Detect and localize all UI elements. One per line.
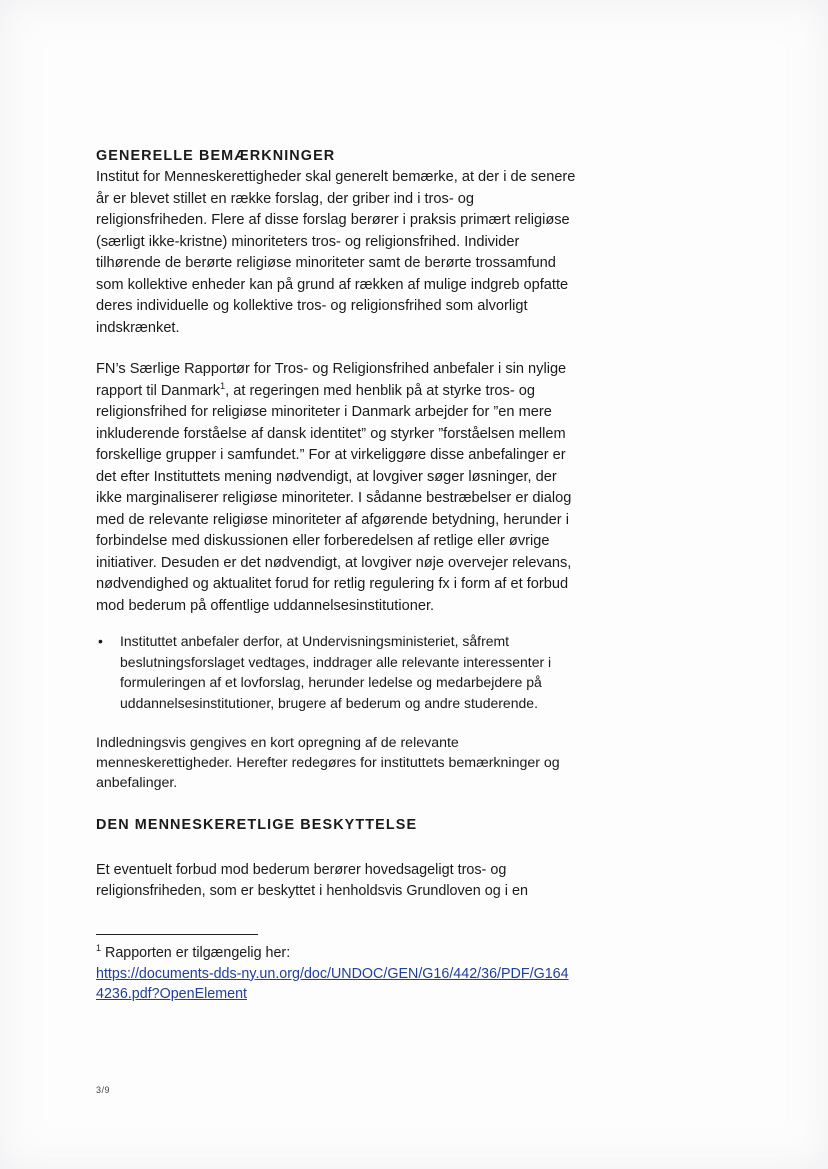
paragraph-text: FN’s Særlige Rapportør for Tros- og Religionsfrihed anbefaler i sin nylige rapport til Danmark [96,361,567,399]
list-item-text: Instituttet anbefaler derfor, at Undervisningsministeriet, såfremt beslutningsforslaget vedtages, inddrager alle relevante interessenter i formuleringen af et lovforslag, herunder ledelse og medarbejdere på uddannelsesinstitutioner, brugere af bederum og andre studerende. [120,633,552,711]
paragraph: Et eventuelt forbud mod bederum berører hovedsageligt tros- og religionsfriheden, som er beskyttet i henholdsvis Grundloven og i en [96,862,528,899]
paragraph-text: , at regeringen med henblik på at styrke tros- og religionsfrihed for religiøse minoriteter i Danmark arbejder for ”en mere inkluderende forståelse af dansk identitet” og styrker ”forståelsen mellem forskellige grupper i samfundet.” For at virkeliggøre disse anbefalinger er det efter Instituttets mening nødvendigt, at lovgiver søger løsninger, der ikke marginaliserer religiøse minoriteter. I sådanne bestræbelser er dialog med de relevante religiøse minoriteter af afgørende betydning, herunder i forbindelse med diskussionen eller forberedelsen af retlige eller øvrige initiativer. Desuden er det nødvendigt, at lovgiver nøje overvejer relevans, nødvendighed og aktualitet forud for retlig regulering fx i form af et forbud mod bederum på offentlige uddannelsesinstitutioner. [96,382,572,614]
recommendation-list [96,631,576,713]
footnote-number: 1 [96,943,102,954]
paragraph-with-footnote-ref [96,359,576,617]
footnote-ref[interactable]: 1 [220,380,226,391]
footnote [96,943,576,1005]
list-item [96,631,576,713]
paragraph: Indledningsvis gengives en kort opregning af de relevante menneskerettigheder. Herefter redegøres for instituttets bemærkninger og anbefalinger. [96,735,560,791]
bullet-icon: • [98,633,103,649]
paragraph: Institut for Menneskerettigheder skal generelt bemærke, at der i de senere år er blevet stillet en række forslag, der griber ind i tros- og religionsfriheden. Flere af disse forslag berører i praksis primært religiøse (særligt ikke-kristne) minoriteters tros- og religionsfrihed. Individer tilhørende de berørte religiøse minoriteter samt de berørte trossamfund som kollektive enheder kan på grund af rækken af mulige indgreb opfatte deres individuelle og kollektive tros- og religionsfrihed som alvorligt indskrænket. [96,169,576,336]
section-heading-human-rights-protection: DEN MENNESKERETLIGE BESKYTTELSE [96,817,418,833]
footnote-link[interactable]: https://documents-dds-ny.un.org/doc/UNDOC/GEN/G16/442/36/PDF/G1644236.pdf?OpenElement [96,965,569,1002]
footnote-text: Rapporten er tilgængelig her: [101,945,291,961]
page-number: 3/9 [96,1085,111,1095]
footnote-divider [96,934,258,935]
page-body [96,146,576,902]
section-heading-general-remarks: GENERELLE BEMÆRKNINGER [96,148,336,164]
